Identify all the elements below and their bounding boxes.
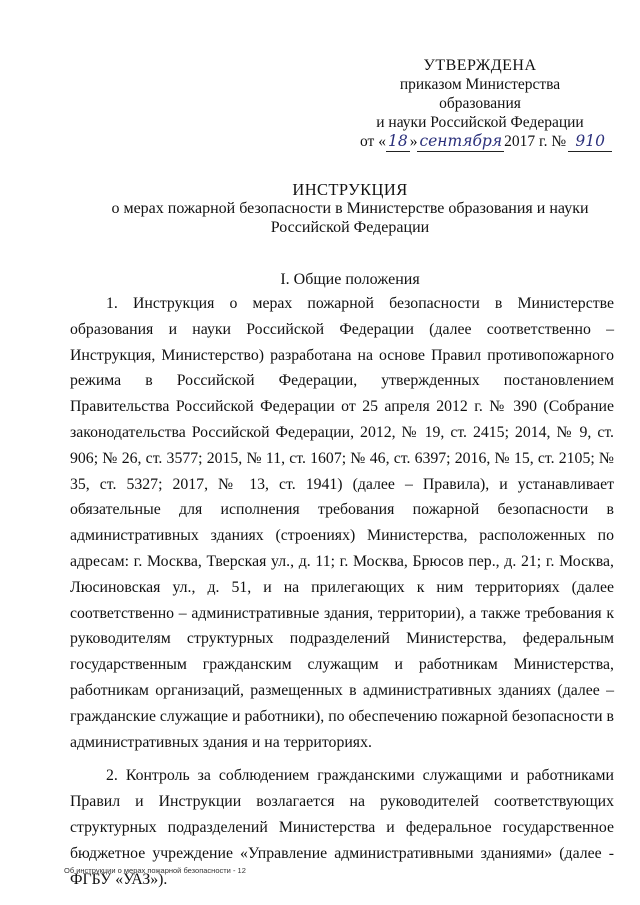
approval-line-1: приказом Министерства образования (399, 76, 561, 112)
document-body (70, 291, 614, 892)
approval-line-2: и науки Российской Федерации (376, 114, 584, 131)
title-subtitle-1: о мерах пожарной безопасности в Министерстве образования и науки (111, 200, 589, 217)
date-mid: » (409, 133, 418, 150)
page-footer: Об инструкции о мерах пожарной безопасности - 12 (64, 866, 246, 875)
handwritten-day: 18 (387, 132, 408, 150)
approval-date-line (360, 132, 605, 152)
year-suffix: 2017 г. № (504, 133, 567, 150)
approval-title: УТВЕРЖДЕНА (423, 57, 537, 74)
title-subtitle-2: Российской Федерации (270, 219, 430, 236)
section-heading: I. Общие положения (280, 271, 420, 288)
handwritten-order-number: 910 (568, 132, 612, 152)
handwritten-month: сентября (419, 132, 503, 150)
paragraph-1: 1. Инструкция о мерах пожарной безопасности в Министерстве образования и науки Российской Федерации (далее соответственно – Инструкция, Министерство) разработана на основе Правил противопожарного режима в Российской Федерации, утвержденных постановлением Правительства Российской Федерации от 25 апреля 2012 г. № 390 (Собрание законодательства Российской Федерации, 2012, № 19, ст. 2415; 2014, № 9, ст. 906; № 26, ст. 3577; 2015, № 11, ст. 1607; № 46, ст. 6397; 2016, № 15, ст. 2105; № 35, ст. 5327; 2017, № 13, ст. 1941) (далее – Правила), и устанавливает обязательные для исполнения требования пожарной безопасности в административных зданиях (строениях) Министерства, расположенных по адресам: г. Москва, Тверская ул., д. 11; г. Москва, Брюсов пер., д. 21; г. Москва, Люсиновская ул., д. 51, и на прилегающих к ним территориях (далее соответственно – административные здания, территории), а также требования к руководителям структурных подразделений Министерства, федеральным государственным гражданским служащим и работникам Министерства, работникам организаций, размещенных в административных зданиях (далее – гражданские служащие и работники), по обеспечению пожарной безопасности в административных здания и на территориях. (70, 295, 614, 751)
paragraph-2: 2. Контроль за соблюдением гражданскими служащими и работниками Правил и Инструкции возлагается на руководителей соответствующих структурных подразделений Министерства и федеральное государственное бюджетное учреждение «Управление административными зданиями» (далее - ФГБУ «УАЗ»). (70, 767, 614, 888)
document-title (80, 180, 620, 237)
title-main: ИНСТРУКЦИЯ (292, 180, 408, 199)
approval-stamp (360, 56, 605, 152)
date-prefix: от « (360, 133, 386, 150)
